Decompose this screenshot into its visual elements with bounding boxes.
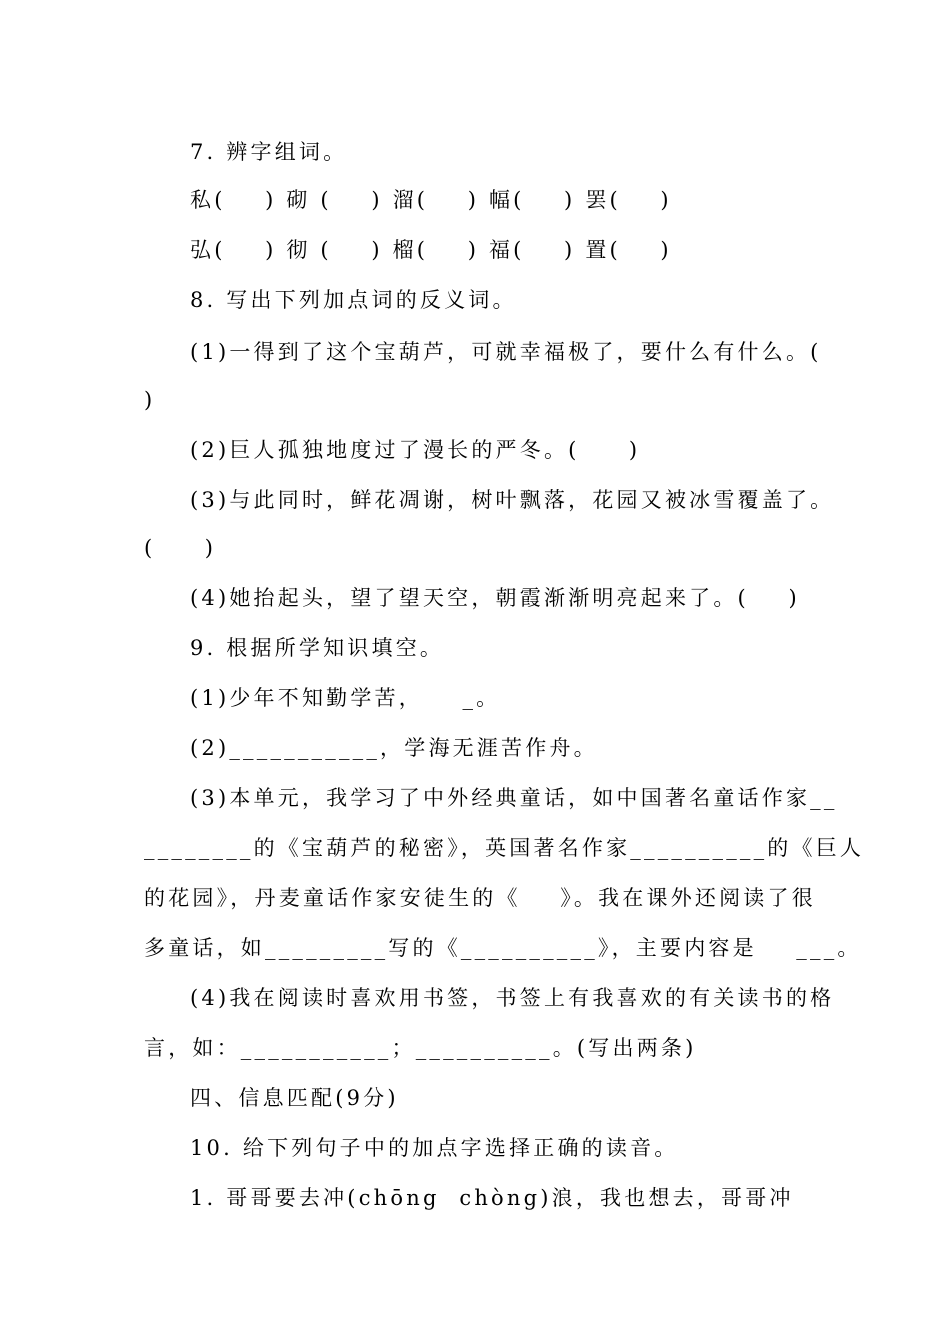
question-8-item-2: (2)巨人孤独地度过了漫长的严冬。( ) <box>190 438 641 462</box>
question-7-title: 7. 辨字组词。 <box>190 140 348 164</box>
question-9-item-3: (3)本单元，我学习了中外经典童话，如中国著名童话作家__ <box>190 786 838 810</box>
question-8-title: 8. 写出下列加点词的反义词。 <box>190 288 517 312</box>
section-4-heading: 四、信息匹配(9分) <box>190 1086 399 1110</box>
question-9-item-4-cont: 言，如：___________；__________。(写出两条) <box>144 1036 697 1060</box>
question-8-item-1-cont: ) <box>144 388 156 412</box>
question-9-title: 9. 根据所学知识填空。 <box>190 636 445 660</box>
question-10-item-1: 1. 哥哥要去冲(chōng chòng)浪，我也想去，哥哥冲 <box>190 1186 794 1210</box>
question-9-item-3-cont-3: 多童话，如_________写的《__________》，主要内容是 ___。 <box>144 936 862 960</box>
question-7-row-1: 私( ) 砌 ( ) 溜( ) 幅( ) 罢( ) <box>190 188 672 212</box>
question-8-item-4: (4)她抬起头，望了望天空，朝霞渐渐明亮起来了。( ) <box>190 586 800 610</box>
question-9-item-3-cont-2: 的花园》，丹麦童话作家安徒生的《 》。我在课外还阅读了很 <box>144 886 816 910</box>
question-8-item-3-cont: ( ) <box>144 536 217 560</box>
question-8-item-3: (3)与此同时，鲜花凋谢，树叶飘落，花园又被冰雪覆盖了。 <box>190 488 835 512</box>
question-7-row-2: 弘( ) 彻 ( ) 榴( ) 福( ) 置( ) <box>190 238 672 262</box>
question-8-item-1: (1)一得到了这个宝葫芦，可就幸福极了，要什么有什么。( <box>190 340 822 364</box>
question-9-item-2: (2)___________，学海无涯苦作舟。 <box>190 736 598 760</box>
question-9-item-1: (1)少年不知勤学苦， _。 <box>190 686 501 710</box>
question-9-item-3-cont-1: ________的《宝葫芦的秘密》，英国著名作家__________的《巨人 <box>144 836 865 860</box>
question-10-title: 10. 给下列句子中的加点字选择正确的读音。 <box>190 1136 679 1160</box>
question-9-item-4: (4)我在阅读时喜欢用书签，书签上有我喜欢的有关读书的格 <box>190 986 835 1010</box>
